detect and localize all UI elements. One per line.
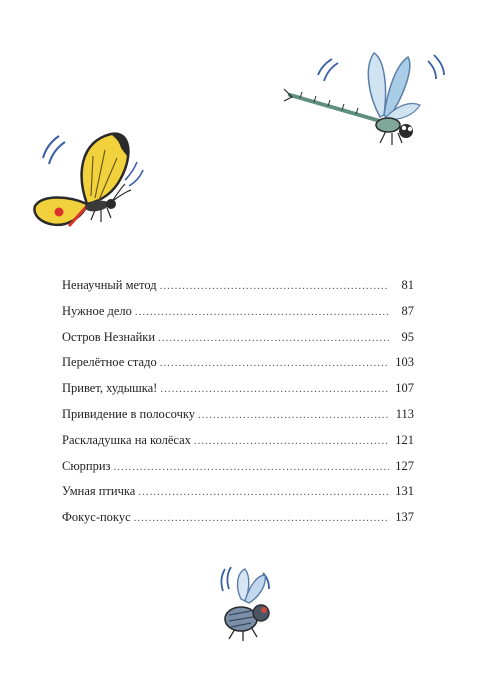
toc-entry[interactable]	[62, 483, 414, 509]
butterfly-head	[106, 199, 116, 209]
motion-line	[324, 63, 338, 81]
motion-line	[43, 136, 59, 158]
dragonfly-legs	[380, 131, 402, 145]
toc-entry-title: Перелётное стадо	[62, 355, 157, 370]
toc-entry[interactable]	[62, 277, 414, 303]
motion-line	[318, 59, 332, 75]
toc-page-number: 121	[395, 432, 414, 447]
butterfly-illustration	[25, 120, 155, 235]
toc-entry[interactable]	[62, 432, 414, 458]
toc-page-number: 87	[401, 303, 414, 318]
dragonfly-wing	[368, 53, 385, 117]
toc-entry[interactable]	[62, 406, 414, 432]
toc-entry-title: Сюрприз	[62, 458, 111, 473]
toc-entry[interactable]	[62, 303, 414, 329]
dot-leader	[194, 433, 389, 449]
fly-illustration	[205, 565, 295, 645]
toc-entry-title: Привидение в полосочку	[62, 406, 196, 421]
toc-page-number: 107	[395, 381, 414, 396]
motion-line	[221, 569, 225, 591]
toc-entry-title: Ненаучный метод	[62, 278, 157, 292]
dot-leader	[134, 510, 389, 526]
toc-entry-title: Остров Незнайки	[62, 329, 156, 344]
toc-entry-title: Раскладушка на колёсах	[62, 432, 191, 447]
fly-eye	[261, 607, 267, 613]
motion-line	[227, 567, 231, 589]
dot-leader	[160, 355, 389, 371]
toc-entry[interactable]	[62, 329, 414, 355]
dot-leader	[138, 484, 389, 500]
dragonfly-thorax	[376, 118, 400, 132]
toc-page-number: 127	[395, 458, 414, 473]
dot-leader	[158, 330, 389, 346]
dot-leader	[160, 381, 389, 397]
table-of-contents	[62, 277, 414, 535]
dot-leader	[114, 459, 390, 475]
motion-line	[49, 142, 65, 164]
motion-line	[428, 61, 436, 79]
toc-entry[interactable]	[62, 458, 414, 484]
toc-page-number: 81	[401, 278, 414, 292]
dot-leader	[135, 304, 389, 320]
fly-head	[253, 605, 269, 621]
toc-entry-title: Нужное дело	[62, 303, 132, 318]
toc-page-number: 103	[395, 355, 414, 370]
dot-leader	[198, 407, 389, 423]
toc-entry-title: Фокус-покус	[62, 510, 131, 525]
toc-entry-title: Привет, худышка!	[62, 381, 158, 396]
toc-page-number: 131	[395, 484, 414, 499]
dragonfly-illustration	[280, 45, 450, 155]
toc-entry[interactable]	[62, 354, 414, 380]
dragonfly-abdomen	[290, 95, 380, 121]
dragonfly-eye	[408, 127, 412, 131]
toc-entry[interactable]	[62, 509, 414, 535]
toc-page-number: 137	[395, 510, 414, 525]
wing-spot	[55, 208, 64, 217]
toc-entry[interactable]	[62, 380, 414, 406]
toc-page-number: 95	[401, 329, 414, 344]
dot-leader	[160, 278, 389, 294]
toc-entry-title: Умная птичка	[62, 484, 136, 499]
dragonfly-eye	[402, 126, 406, 130]
toc-page-number: 113	[395, 406, 414, 421]
